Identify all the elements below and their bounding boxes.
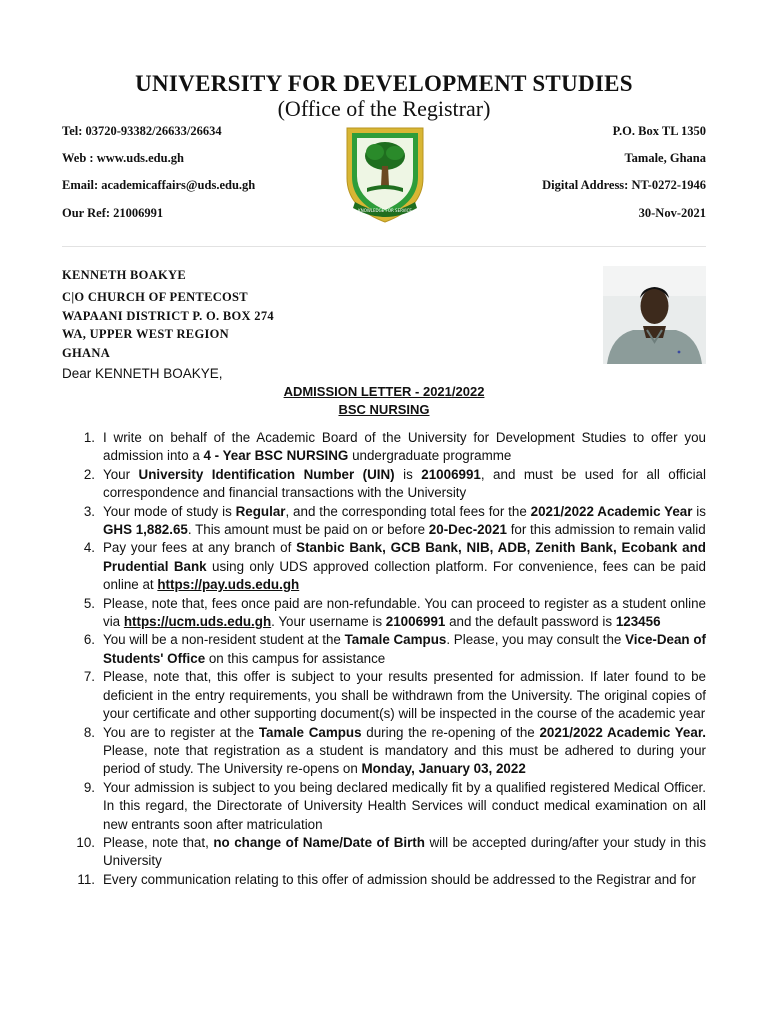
tel-line: Tel: 03720-93382/26633/26634 xyxy=(62,124,222,138)
item-text: . Your username is xyxy=(271,614,386,630)
web-line: Web : www.uds.edu.gh xyxy=(62,151,184,165)
list-number: 1. xyxy=(83,430,95,445)
item-text: You are to register at the xyxy=(103,724,259,740)
list-item xyxy=(62,503,706,540)
item-text: is xyxy=(692,503,706,519)
program-heading: BSC NURSING xyxy=(338,402,430,417)
list-number: 9. xyxy=(83,779,95,795)
item-text: for this admission to remain valid xyxy=(506,522,706,538)
item-text: Your xyxy=(103,466,139,482)
letter-heading: ADMISSION LETTER - 2021/2022 xyxy=(283,384,485,399)
logo-motto: KNOWLEDGE FOR SERVICE xyxy=(358,208,412,213)
item-text: Pay your fees at any branch of xyxy=(103,540,297,556)
item-text: undergraduate programme xyxy=(348,448,512,464)
bold-text: University Identification Number (UIN) xyxy=(138,466,395,482)
item-text: Please, note that, fees once paid are non-refundable. You can proceed to register as a student online via xyxy=(103,595,706,630)
item-text: You will be a non-resident student at the xyxy=(103,632,345,648)
item-text: during the re-opening of the xyxy=(361,724,540,740)
bold-text: Regular xyxy=(235,503,286,519)
list-number: 5. xyxy=(83,595,95,611)
bold-text: 20-Dec-2021 xyxy=(428,522,507,538)
list-number: 8. xyxy=(83,724,95,740)
digital-address: Digital Address: NT-0272-1946 xyxy=(542,178,706,192)
bold-text: Vice-Dean of Students' Office xyxy=(103,632,706,666)
list-item xyxy=(62,429,706,466)
url-link[interactable]: https://pay.uds.edu.gh xyxy=(157,577,300,593)
list-item xyxy=(62,595,706,632)
item-text: . This amount must be paid on or before xyxy=(187,522,429,538)
url-link[interactable]: https://ucm.uds.edu.gh xyxy=(123,614,272,630)
item-text: Please, note that registration as a student is mandatory and this must be adhered to during your period of study. The University re-opens on xyxy=(103,742,706,777)
list-item xyxy=(62,631,706,668)
list-item xyxy=(62,834,706,871)
list-item xyxy=(62,539,706,594)
terms-list xyxy=(62,429,706,889)
bold-text: GHS 1,882.65 xyxy=(103,522,188,538)
list-item xyxy=(62,779,706,834)
bold-text: 21006991 xyxy=(385,614,446,630)
item-text: on this campus for assistance xyxy=(205,650,386,666)
item-text: is xyxy=(394,466,422,482)
list-number: 6. xyxy=(83,632,95,648)
item-text: I write on behalf of the Academic Board of the University for Development Studies to offer you admission into a xyxy=(103,430,706,464)
student-photo xyxy=(603,266,706,364)
letter-date: 30-Nov-2021 xyxy=(638,206,706,220)
address-line-3: WA, UPPER WEST REGION xyxy=(62,327,229,341)
list-item xyxy=(62,466,706,503)
item-text: will be accepted during/after your study in this University xyxy=(103,834,707,869)
recipient-name: KENNETH BOAKYE xyxy=(62,268,187,282)
bold-text: Tamale Campus xyxy=(344,632,447,648)
item-text: Please, note that, xyxy=(103,834,214,850)
our-ref: Our Ref: 21006991 xyxy=(62,206,164,220)
bold-text: no change of Name/Date of Birth xyxy=(213,834,425,850)
bold-text: Stanbic Bank, GCB Bank, NIB, ADB, Zenith Bank, Ecobank and Prudential Bank xyxy=(103,540,706,574)
bold-text: 2021/2022 Academic Year xyxy=(530,503,693,519)
header-divider xyxy=(62,246,706,247)
bold-text: 2021/2022 Academic Year. xyxy=(539,724,707,740)
bold-text: 21006991 xyxy=(421,466,481,482)
po-box: P.O. Box TL 1350 xyxy=(612,124,706,138)
city: Tamale, Ghana xyxy=(624,151,706,165)
list-number: 3. xyxy=(83,503,95,519)
item-text: , and the corresponding total fees for the xyxy=(285,503,531,519)
email-line: Email: academicaffairs@uds.edu.gh xyxy=(62,178,256,192)
list-number: 7. xyxy=(83,669,95,685)
item-text: . Please, you may consult the xyxy=(446,632,626,648)
item-text: , and must be used for all official correspondence and financial transactions with the University xyxy=(103,466,706,501)
item-text: and the default password is xyxy=(445,614,616,630)
list-item xyxy=(62,871,706,889)
bold-text: 123456 xyxy=(615,614,661,630)
address-line-2: WAPAANI DISTRICT P. O. BOX 274 xyxy=(62,309,274,323)
list-number: 2. xyxy=(83,466,95,482)
bold-text: Monday, January 03, 2022 xyxy=(361,761,526,777)
list-number: 11. xyxy=(77,871,95,887)
university-title: UNIVERSITY FOR DEVELOPMENT STUDIES xyxy=(135,71,633,96)
list-number: 10. xyxy=(76,834,95,850)
list-number: 4. xyxy=(83,540,95,556)
list-item xyxy=(62,724,706,779)
item-text: Your admission is subject to you being declared medically fit by a qualified registered Medical Officer. In this regard, the Directorate of University Health Services will conduct medical examination on all new entrants soon after matriculation xyxy=(103,779,706,832)
item-text: Please, note that, this offer is subject to your results presented for admission. If later found to be deficient in the entry requirements, you shall be withdrawn from the University. The original copies of your certificate and other supporting document(s) will be inspected in the course of the academic year xyxy=(103,669,706,722)
item-text: Your mode of study is xyxy=(103,503,236,519)
address-line-1: C|O CHURCH OF PENTECOST xyxy=(62,290,248,304)
salutation: Dear KENNETH BOAKYE, xyxy=(62,366,223,381)
university-crest-logo xyxy=(337,122,433,226)
address-line-4: GHANA xyxy=(62,346,111,360)
bold-text: Tamale Campus xyxy=(258,724,362,740)
office-subtitle: (Office of the Registrar) xyxy=(277,96,491,121)
list-item xyxy=(62,668,706,723)
item-text: using only UDS approved collection platform. For convenience, fees can be paid online at xyxy=(103,558,706,593)
item-text: Every communication relating to this offer of admission should be addressed to the Registrar and for xyxy=(103,871,696,887)
bold-text: 4 - Year BSC NURSING xyxy=(203,448,349,464)
